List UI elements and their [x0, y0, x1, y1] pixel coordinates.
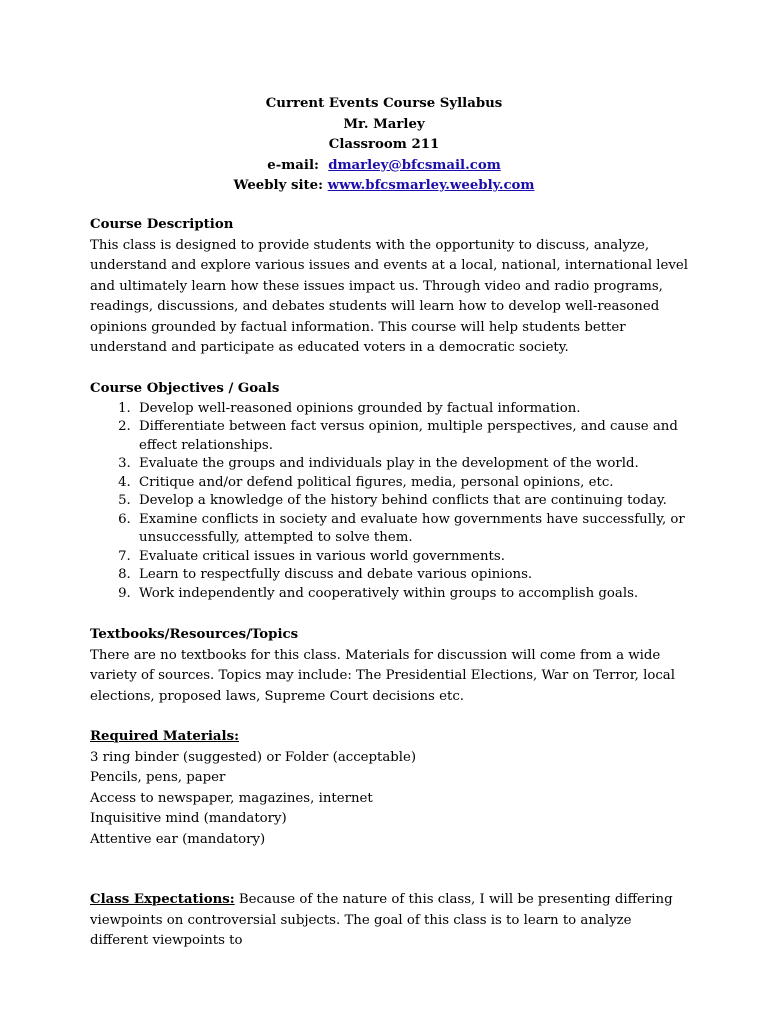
- material-item: Inquisitive mind (mandatory): [90, 811, 287, 826]
- expectations-heading: Class Expectations:: [90, 892, 235, 907]
- materials-heading: Required Materials:: [90, 729, 239, 744]
- materials-section: [90, 727, 690, 850]
- course-description-heading: Course Description: [90, 217, 234, 232]
- material-item: Attentive ear (mandatory): [90, 831, 266, 847]
- objective-item: 3. Evaluate the groups and individuals play in the development of the world.: [135, 455, 690, 474]
- objectives-list: [90, 400, 690, 604]
- material-item: Pencils, pens, paper: [90, 770, 226, 785]
- email-link[interactable]: dmarley@bfcsmail.com: [328, 157, 501, 173]
- textbooks-heading: Textbooks/Resources/Topics: [90, 627, 299, 642]
- objective-item: 4. Critique and/or defend political figures, media, personal opinions, etc.: [135, 474, 690, 493]
- textbooks-section: [90, 625, 690, 707]
- objective-item: 9. Work independently and cooperatively within groups to accomplish goals.: [135, 585, 690, 604]
- objective-item: 2. Differentiate between fact versus opinion, multiple perspectives, and cause and effect relationships.: [135, 418, 690, 455]
- objective-item: 7. Evaluate critical issues in various world governments.: [135, 548, 690, 567]
- objective-item: 8. Learn to respectfully discuss and debate various opinions.: [135, 566, 690, 585]
- course-description-text: This class is designed to provide students with the opportunity to discuss, analyze, understand and explore various issues and events at a local, national, international level and ultimately learn how these issues impact us. Through video and radio programs, readings, discussions, and debates students will learn how to develop well-reasoned opinions grounded by factual information. This course will help students better understand and participate as educated voters in a democratic society.: [90, 237, 689, 355]
- website-link[interactable]: www.bfcsmarley.weebly.com: [327, 178, 535, 193]
- material-item: 3 ring binder (suggested) or Folder (acceptable): [90, 749, 417, 765]
- course-description-section: [90, 215, 690, 359]
- objective-item: 5. Develop a knowledge of the history behind conflicts that are continuing today.: [135, 492, 690, 511]
- website-line: [0, 176, 768, 197]
- objective-item: 6. Examine conflicts in society and evaluate how governments have successfully, or unsuccessfully, attempted to solve them.: [135, 511, 690, 548]
- objectives-heading: Course Objectives / Goals: [90, 381, 280, 396]
- expectations-paragraph: [90, 890, 690, 952]
- email-label: e-mail:: [267, 157, 319, 173]
- email-line: [0, 156, 768, 177]
- material-item: Access to newspaper, magazines, internet: [90, 790, 373, 806]
- classroom: Classroom 211: [328, 137, 440, 152]
- expectations-section: [90, 890, 690, 952]
- objectives-section: [90, 379, 690, 603]
- teacher-name: Mr. Marley: [343, 116, 425, 132]
- document-title: Current Events Course Syllabus: [265, 96, 503, 111]
- expectations-text: Because of the nature of this class, I will be presenting differing viewpoints on controversial subjects. The goal of this class is to learn to analyze different viewpoints to: [90, 892, 673, 948]
- textbooks-text: There are no textbooks for this class. Materials for discussion will come from a wide variety of sources. Topics may include: The Presidential Elections, War on Terror, local elections, proposed laws, Supreme Court decisions etc.: [90, 647, 675, 704]
- document-header: [0, 94, 768, 197]
- website-label: Weebly site:: [233, 178, 324, 193]
- objective-item: 1. Develop well-reasoned opinions grounded by factual information.: [135, 400, 690, 419]
